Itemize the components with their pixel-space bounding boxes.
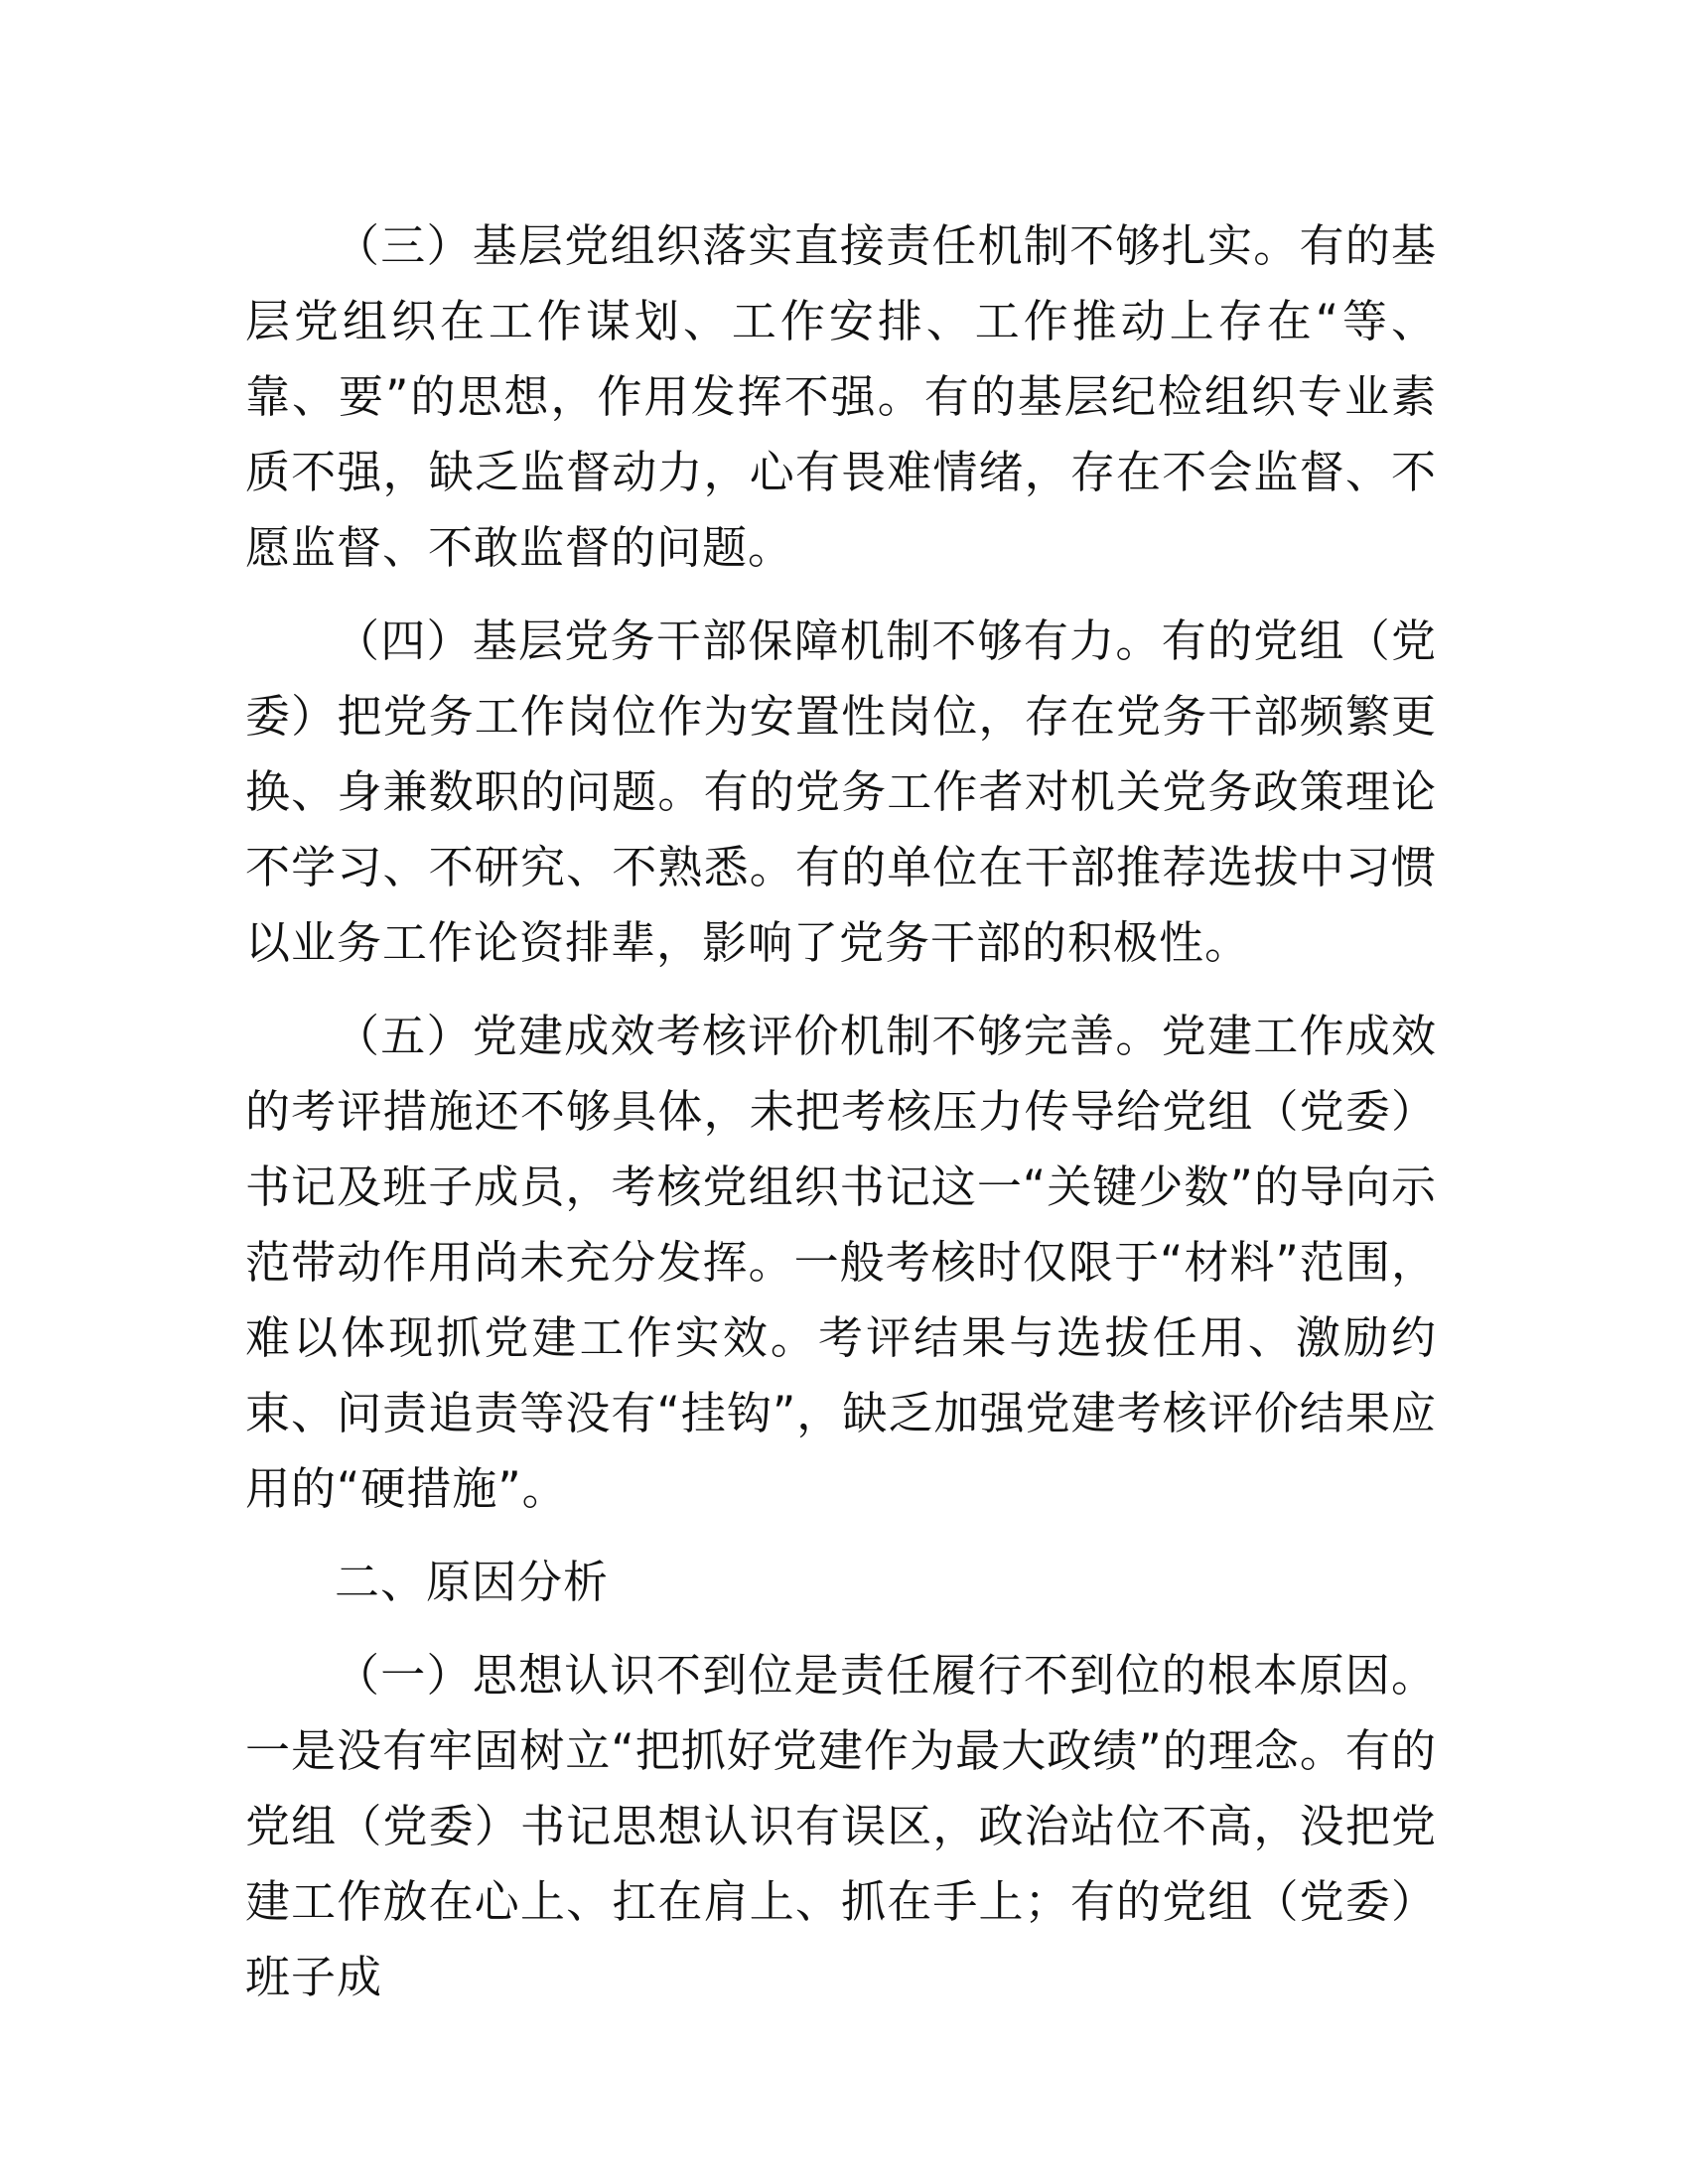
paragraph-section-5: （五）党建成效考核评价机制不够完善。党建工作成效的考评措施还不够具体，未把考核压力传导给党组（党委）书记及班子成员，考核党组织书记这一“关键少数”的导向示范带动作用尚未充分发挥。一般考核时仅限于“材料”范围，难以体现抓党建工作实效。考评结果与选拔任用、激励约束、问责追责等没有“挂钩”，缺乏加强党建考核评价结果应用的“硬措施”。	[245, 1010, 1437, 1515]
paragraph-cause-1: （一）思想认识不到位是责任履行不到位的根本原因。一是没有牢固树立“把抓好党建作为最大政绩”的理念。有的党组（党委）书记思想认识有误区，政治站位不高，没把党建工作放在心上、扛在肩上、抓在手上；有的党组（党委）班子成	[245, 1649, 1437, 2003]
section-heading-cause-analysis: 二、原因分析	[335, 1556, 610, 1608]
paragraph-section-4: （四）基层党务干部保障机制不够有力。有的党组（党委）把党务工作岗位作为安置性岗位，存在党务干部频繁更换、身兼数职的问题。有的党务工作者对机关党务政策理论不学习、不研究、不熟悉。有的单位在干部推荐选拔中习惯以业务工作论资排辈，影响了党务干部的积极性。	[245, 614, 1437, 969]
paragraph-section-3: （三）基层党组织落实直接责任机制不够扎实。有的基层党组织在工作谋划、工作安排、工作推动上存在“等、靠、要”的思想，作用发挥不强。有的基层纪检组织专业素质不强，缺乏监督动力，心有畏难情绪，存在不会监督、不愿监督、不敢监督的问题。	[245, 219, 1437, 574]
document-body	[245, 208, 1437, 2033]
